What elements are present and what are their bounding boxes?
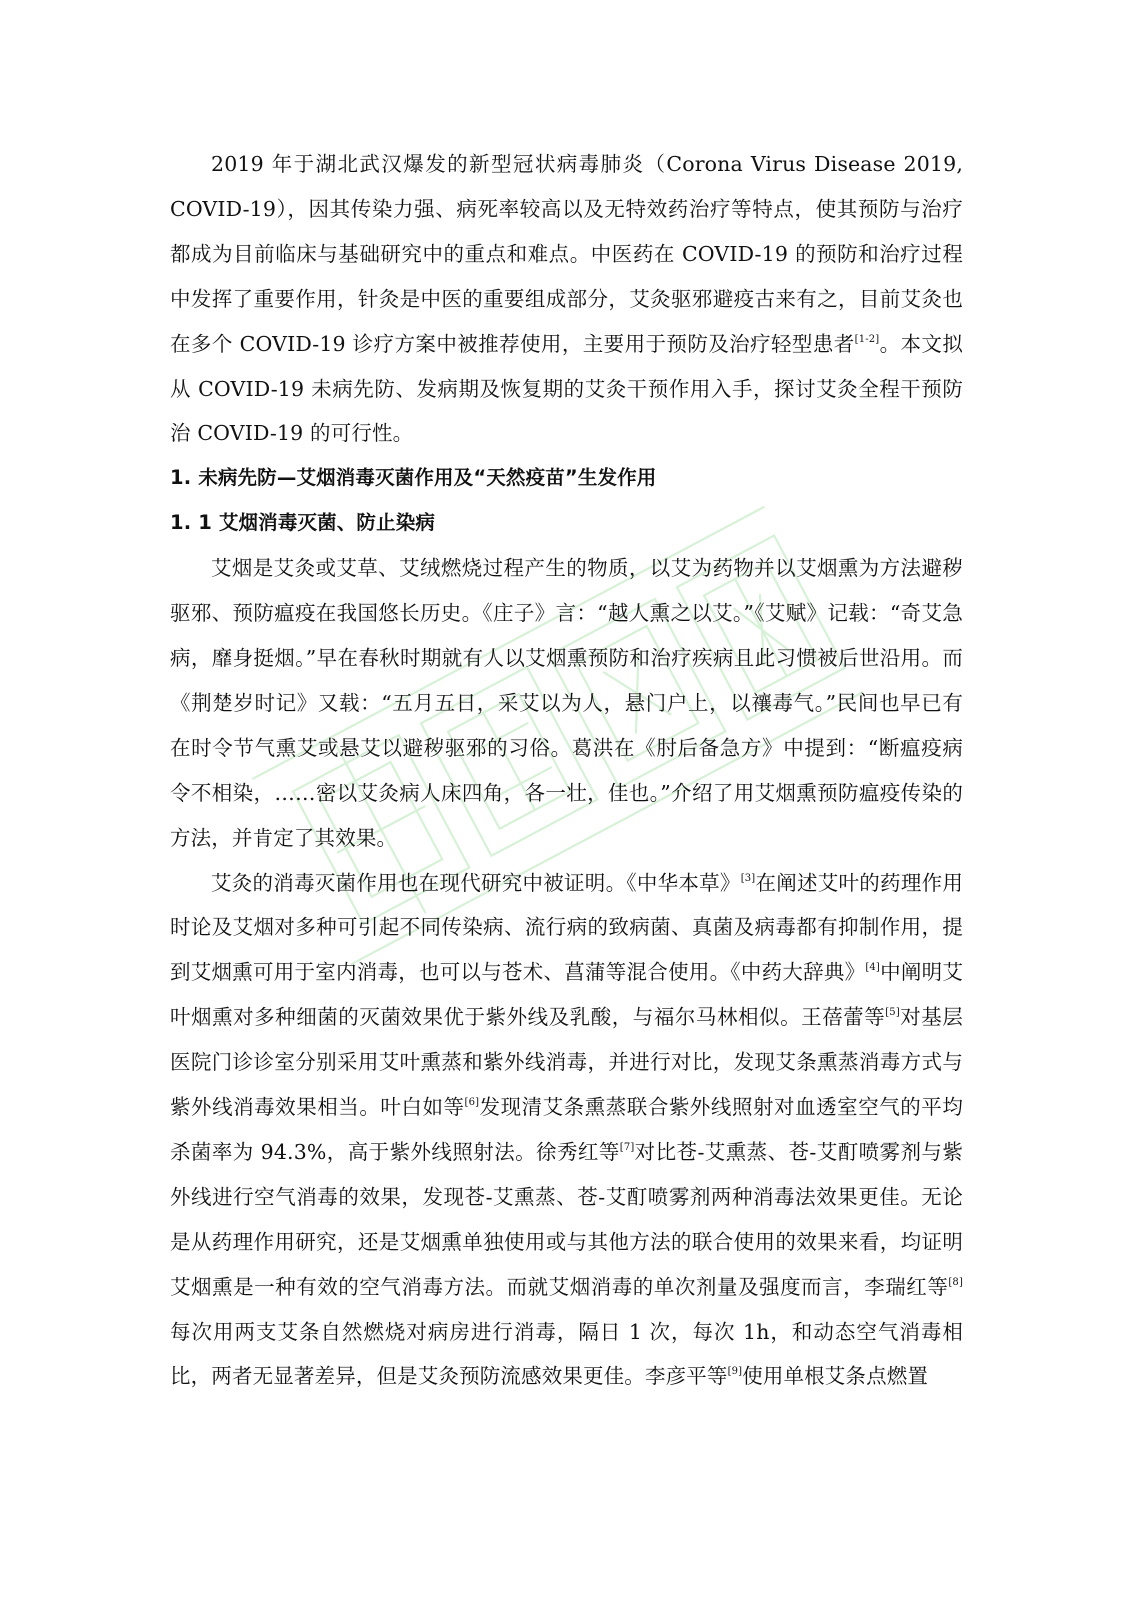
intro-text-end: 。本文拟从 COVID-19 未病先防、发病期及恢复期的艾灸干预作用入手，探讨艾灸全程干预防治 COVID-19 的可行性。: [170, 331, 963, 446]
article-body: [170, 142, 963, 1399]
citation-ref: [9]: [727, 1366, 743, 1378]
paragraph-text: 使用单根艾条点燃置: [742, 1364, 929, 1389]
paragraph-text: 每次用两支艾条自然燃烧对病房进行消毒，隔日 1 次，每次 1h，和动态空气消毒相比，两者无显著差异，但是艾灸预防流感效果更佳。李彦平等: [170, 1319, 963, 1389]
citation-ref: [3]: [740, 872, 756, 884]
citation-ref: [4]: [865, 962, 880, 974]
history-paragraph: 艾烟是艾灸或艾草、艾绒燃烧过程产生的物质，以艾为药物并以艾烟熏为方法避秽驱邪、预防瘟疫在我国悠长历史。《庄子》言：“越人熏之以艾。”《艾赋》记载：“奇艾急病，靡身挺烟。”早在春秋时期就有人以艾烟熏预防和治疗疾病且此习惯被后世沿用。而《荆楚岁时记》又载：“五月五日，采艾以为人，悬门户上，以禳毒气。”民间也早已有在时令节气熏艾或悬艾以避秽驱邪的习俗。葛洪在《肘后备急方》中提到：“断瘟疫病令不相染，……密以艾灸病人床四角，各一壮，佳也。”介绍了用艾烟熏预防瘟疫传染的方法，并肯定了其效果。: [170, 556, 963, 850]
modern-research-paragraph: [170, 861, 963, 1400]
paragraph-text: 艾灸的消毒灭菌作用也在现代研究中被证明。《中华本草》: [211, 870, 741, 895]
paragraph-text: 在阐述艾叶的药理作用时论及艾烟对多种可引起不同传染病、流行病的致病菌、真菌及病毒都有抑制作用，提到艾烟熏可用于室内消毒，也可以与苍术、菖蒲等混合使用。《中药大辞典》: [170, 870, 963, 985]
citation-ref: [6]: [464, 1097, 480, 1109]
intro-paragraph: [170, 142, 963, 456]
subsection-heading: 1. 1 艾烟消毒灭菌、防止染病: [170, 511, 436, 535]
citation-ref: [7]: [619, 1141, 635, 1153]
citation-ref: [8]: [948, 1276, 963, 1288]
citation-ref: [1-2]: [854, 333, 880, 345]
paragraph-text: 中阐明艾叶烟熏对多种细菌的灭菌效果优于紫外线及乳酸，与福尔马林相似。王蓓蕾等: [170, 960, 963, 1030]
section-heading: 1. 未病先防—艾烟消毒灭菌作用及“天然疫苗”生发作用: [170, 466, 657, 490]
citation-ref: [5]: [885, 1007, 900, 1019]
intro-text: 2019 年于湖北武汉爆发的新型冠状病毒肺炎（Corona Virus Disease 2019, COVID-19），因其传染力强、病死率较高以及无特效药治疗等特点，使其预防与治疗都成为目前临床与基础研究中的重点和难点。中医药在 COVID-19 的预防和治疗过程中发挥了重要作用，针灸是中医的重要组成部分，艾灸驱邪避疫古来有之，目前艾灸也在多个 COVID-19 诊疗方案中被推荐使用，主要用于预防及治疗轻型患者: [170, 152, 963, 356]
paragraph-text: 发现清艾条熏蒸联合紫外线照射对血透室空气的平均杀菌率为 94.3%，高于紫外线照射法。徐秀红等: [170, 1095, 963, 1164]
paragraph-text: 对基层医院门诊诊室分别采用艾叶熏蒸和紫外线消毒，并进行对比，发现艾条熏蒸消毒方式与紫外线消毒效果相当。叶白如等: [170, 1005, 963, 1120]
paragraph-text: 对比苍-艾熏蒸、苍-艾酊喷雾剂与紫外线进行空气消毒的效果，发现苍-艾熏蒸、苍-艾酊喷雾剂两种消毒法效果更佳。无论是从药理作用研究，还是艾烟熏单独使用或与其他方法的联合使用的效果来看，均证明艾烟熏是一种有效的空气消毒方法。而就艾烟消毒的单次剂量及强度而言，李瑞红等: [170, 1139, 963, 1299]
